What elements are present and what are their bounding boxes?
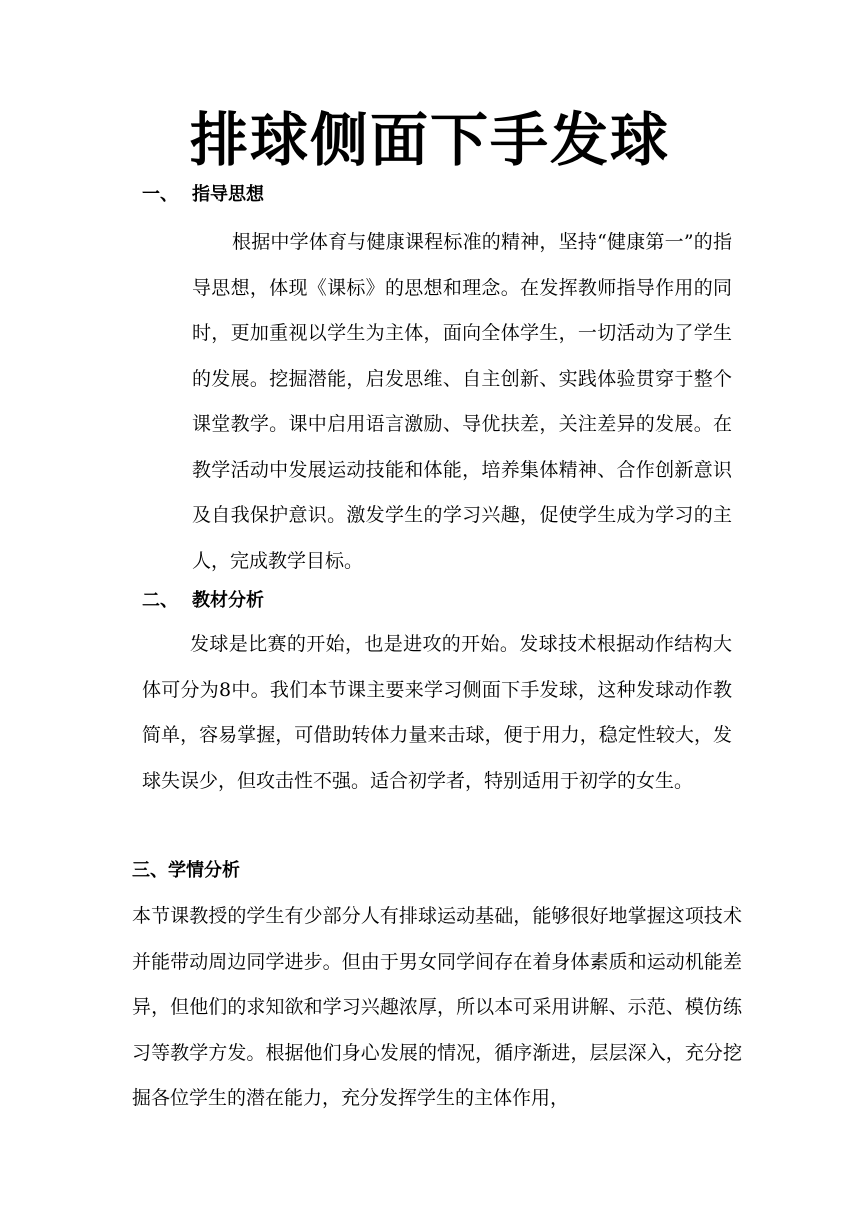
section-heading-text: 指导思想 [192, 184, 264, 205]
section-heading-guiding-ideology [142, 180, 264, 210]
section-heading-text: 教材分析 [192, 590, 264, 611]
section-heading-student-analysis [132, 856, 240, 886]
section-body-guiding-ideology: 根据中学体育与健康课程标准的精神，坚持“健康第一”的指导思想，体现《课标》的思想和理念。在发挥教师指导作用的同时，更加重视以学生为主体，面向全体学生，一切活动为了学生的发展。挖掘潜能，启发思维、自主创新、实践体验贯穿于整个课堂教学。课中启用语言激励、导优扶差，关注差异的发展。在教学活动中发展运动技能和体能，培养集体精神、合作创新意识及自我保护意识。激发学生的学习兴趣，促使学生成为学习的主人，完成教学目标。 [192, 231, 732, 572]
document-title: 排球侧面下手发球 [189, 106, 670, 174]
section-body-material-analysis: 发球是比赛的开始，也是进攻的开始。发球技术根据动作结构大体可分为8中。我们本节课主要来学习侧面下手发球，这种发球动作教简单，容易掌握，可借助转体力量来击球，便于用力，稳定性较大，发球失误少，但攻击性不强。适合初学者，特别适用于初学的女生。 [142, 633, 732, 792]
section-heading-text: 学情分析 [168, 860, 240, 881]
section-heading-material-analysis [142, 586, 264, 616]
section-body-student-analysis: 本节课教授的学生有少部分人有排球运动基础，能够很好地掌握这项技术并能带动周边同学进步。但由于男女同学间存在着身体素质和运动机能差异，但他们的求知欲和学习兴趣浓厚，所以本可采用讲解、示范、模仿练习等教学方发。根据他们身心发展的情况，循序渐进，层层深入，充分挖掘各位学生的潜在能力，充分发挥学生的主体作用， [132, 905, 742, 1109]
section-number: 一、 [142, 184, 178, 205]
section-number: 二、 [142, 590, 178, 611]
section-number: 三、 [132, 860, 168, 881]
